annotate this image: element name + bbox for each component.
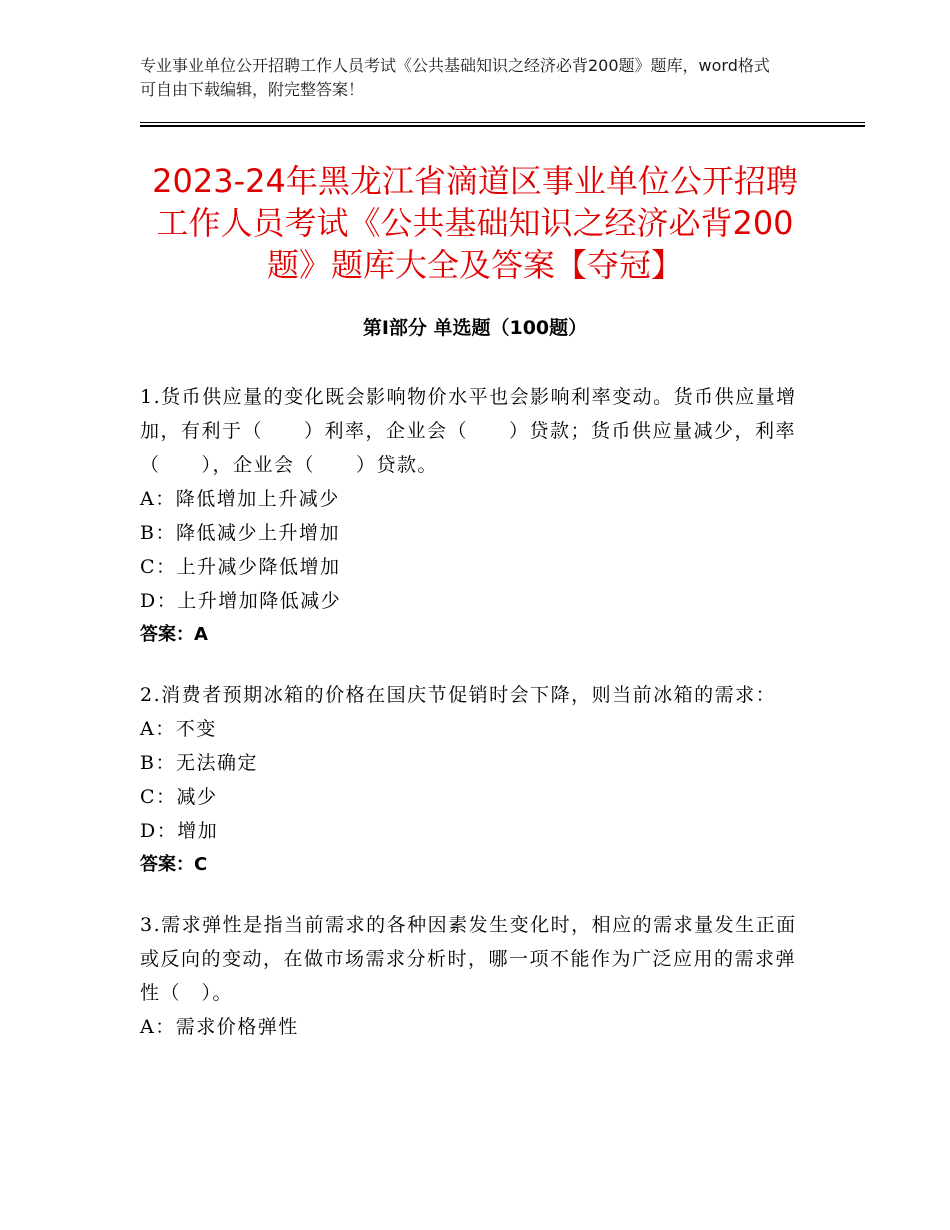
question-stem: 2.消费者预期冰箱的价格在国庆节促销时会下降，则当前冰箱的需求：	[140, 684, 777, 706]
option-a: A：降低增加上升减少	[140, 488, 340, 510]
question-stem: 3.需求弹性是指当前需求的各种因素发生变化时，相应的需求量发生正面或反向的变动，在做市场需求分析时，哪一项不能作为广泛应用的需求弹性（ ）。	[140, 914, 797, 1004]
document-title: 2023-24年黑龙江省滴道区事业单位公开招聘工作人员考试《公共基础知识之经济必背200题》题库大全及答案【夺冠】	[152, 162, 798, 284]
option-b: B：无法确定	[140, 752, 258, 774]
header-note: 专业事业单位公开招聘工作人员考试《公共基础知识之经济必背200题》题库，word格式可自由下载编辑，附完整答案！	[140, 56, 770, 99]
option-a: A：需求价格弹性	[140, 1016, 299, 1038]
question-3	[140, 908, 800, 1044]
answer: 答案：A	[140, 624, 208, 645]
section-heading: 第I部分 单选题（100题）	[362, 317, 588, 339]
header-divider	[140, 122, 865, 123]
option-a: A：不变	[140, 718, 217, 740]
answer: 答案：C	[140, 854, 208, 875]
question-list	[140, 380, 800, 1070]
question-1	[140, 380, 800, 652]
option-c: C：减少	[140, 786, 218, 808]
option-c: C：上升减少降低增加	[140, 556, 341, 578]
option-d: D：上升增加降低减少	[140, 590, 342, 612]
option-d: D：增加	[140, 820, 219, 842]
question-stem: 1.货币供应量的变化既会影响物价水平也会影响利率变动。货币供应量增加，有利于（ ）利率，企业会（ ）贷款；货币供应量减少，利率（ ），企业会（ ）贷款。	[140, 386, 797, 476]
header-divider-thick	[140, 125, 865, 127]
option-b: B：降低减少上升增加	[140, 522, 340, 544]
question-2	[140, 678, 800, 882]
